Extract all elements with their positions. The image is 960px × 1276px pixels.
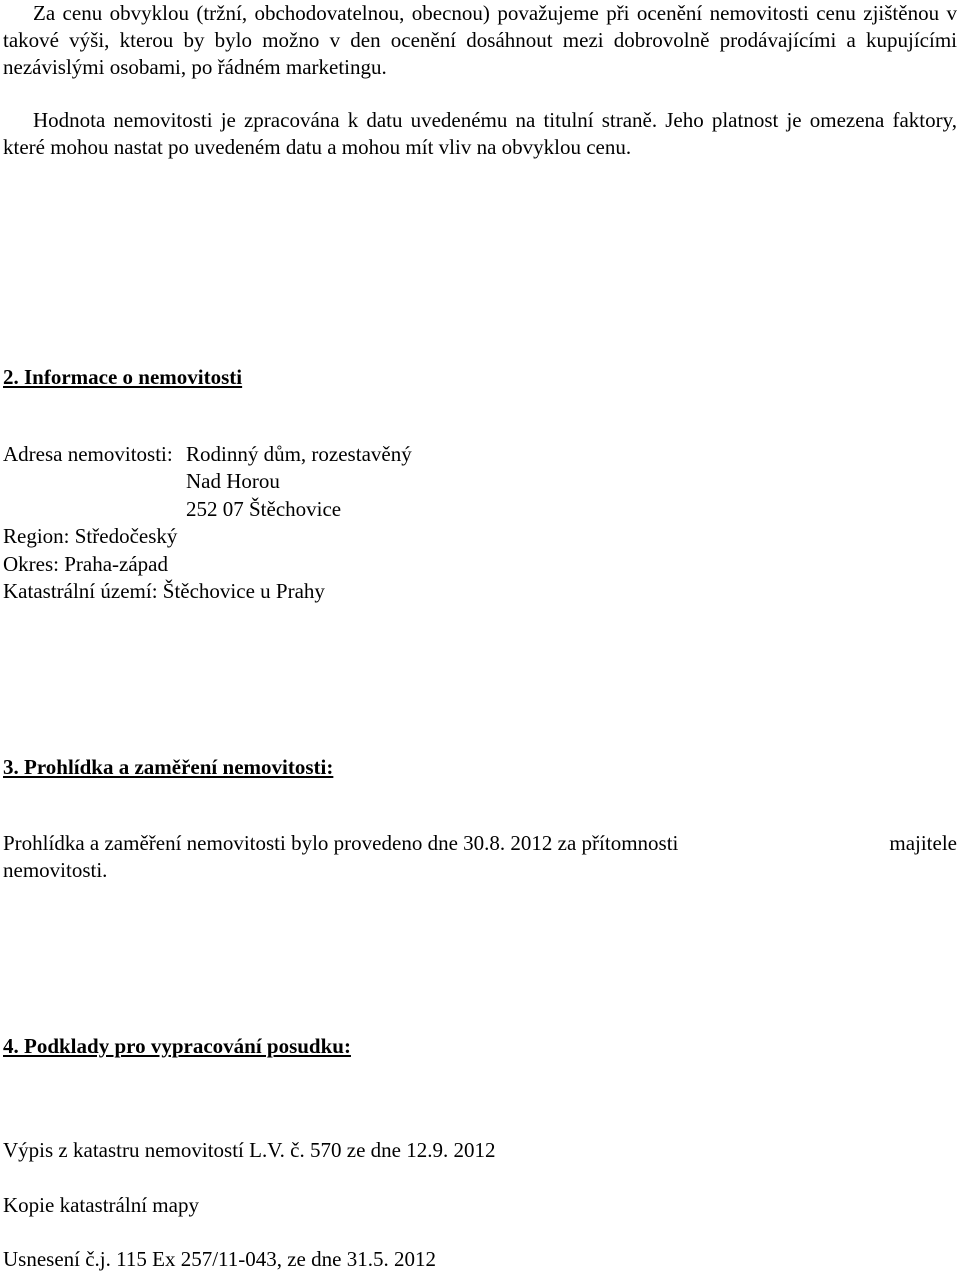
- section-2-heading: 2. Informace o nemovitosti: [3, 365, 243, 389]
- region-line: Region: Středočeský: [3, 524, 178, 548]
- address-line-3: 252 07 Štěchovice: [186, 497, 342, 521]
- address-line-2: Nad Horou: [186, 469, 280, 493]
- district-line: Okres: Praha-západ: [3, 552, 169, 576]
- intro-paragraph-valuation-date: [3, 107, 957, 161]
- inspection-text-right: majitele: [889, 831, 957, 855]
- inspection-text-left: Prohlídka a zaměření nemovitosti bylo provedeno dne 30.8. 2012 za přítomnosti: [3, 831, 679, 855]
- inspection-paragraph: [3, 830, 957, 884]
- inspection-text-line-2: nemovitosti.: [3, 858, 108, 882]
- section-4-heading: 4. Podklady pro vypracování posudku:: [3, 1034, 351, 1058]
- address-line-1: Rodinný dům, rozestavěný: [186, 442, 412, 466]
- intro-paragraph-2-text: Hodnota nemovitosti je zpracována k datu uvedenému na titulní straně. Jeho platnost je omezena faktory, které mohou nastat po uvedeném datu a mohou mít vliv na obvyklou cenu.: [3, 108, 957, 159]
- address-label: Adresa nemovitosti:: [3, 442, 173, 466]
- intro-paragraph-1-text: Za cenu obvyklou (tržní, obchodovatelnou, obecnou) považujeme při ocenění nemovitosti cenu zjištěnou v takové výši, kterou by bylo možno v den ocenění dosáhnout mezi dobrovolně prodávajícími a kupujícími nezávislými osobami, po řádném marketingu.: [3, 1, 957, 79]
- source-item-cadastre-extract: Výpis z katastru nemovitostí L.V. č. 570 ze dne 12.9. 2012: [3, 1138, 496, 1162]
- intro-paragraph-obvykla-cena: [3, 0, 957, 81]
- source-item-court-resolution: Usnesení č.j. 115 Ex 257/11-043, ze dne 31.5. 2012: [3, 1247, 436, 1271]
- cadastral-area-line: Katastrální území: Štěchovice u Prahy: [3, 579, 325, 603]
- source-item-cadastral-map: Kopie katastrální mapy: [3, 1193, 199, 1217]
- section-3-heading: 3. Prohlídka a zaměření nemovitosti:: [3, 755, 334, 779]
